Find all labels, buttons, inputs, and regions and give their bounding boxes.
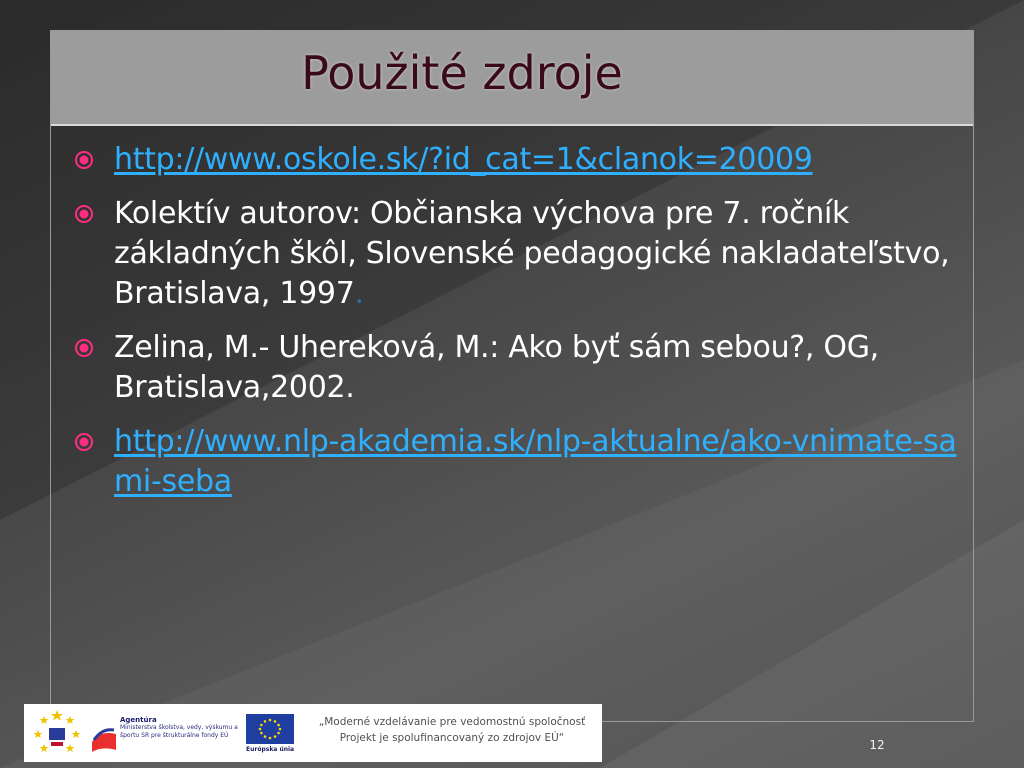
list-item [70,140,960,180]
footer-project-note [306,714,598,746]
source-text-kolektiv: Kolektív autorov: Občianska výchova pre 7. ročník základných škôl, Slovenské pedagogické nakladateľstvo, Bratislava, 1997 [114,196,950,311]
footer-quote-line-1: „Moderné vzdelávanie pre vedomostnú spoločnosť [318,716,586,728]
agency-description: Ministerstva školstva, vedy, výskumu a športu SR pre štrukturálne fondy EÚ [120,724,238,739]
circled-dot-icon [74,204,94,224]
agency-title: Agentúra [120,716,157,724]
source-link-nlp[interactable]: http://www.nlp-akademia.sk/nlp-aktualne/ako-vnimate-sami-seba [114,424,957,499]
source-link-oskole[interactable]: http://www.oskole.sk/?id_cat=1&clanok=20009 [114,142,813,177]
source-text-zelina: Zelina, M.- Uhereková, M.: Ako byť sám sebou?, OG, Bratislava,2002. [114,330,879,405]
footer-logo-strip [24,704,602,762]
footer-quote-line-2: Projekt je spolufinancovaný zo zdrojov EÚ“ [339,732,565,744]
trailing-period: . [354,276,364,311]
list-item [70,328,960,408]
circled-dot-icon [74,150,94,170]
sources-list [70,140,960,516]
page-number: 12 [869,738,885,752]
eu-flag-icon [246,714,294,744]
agency-book-logo-icon [90,712,120,754]
circled-dot-icon [74,432,94,452]
circled-dot-icon [74,338,94,358]
star-ring-logo-icon [30,708,84,758]
list-item [70,194,960,314]
agency-caption [120,716,240,740]
slide-title: Použité zdroje [301,46,623,100]
list-item [70,422,960,502]
eu-label: Európska únia [246,746,295,753]
